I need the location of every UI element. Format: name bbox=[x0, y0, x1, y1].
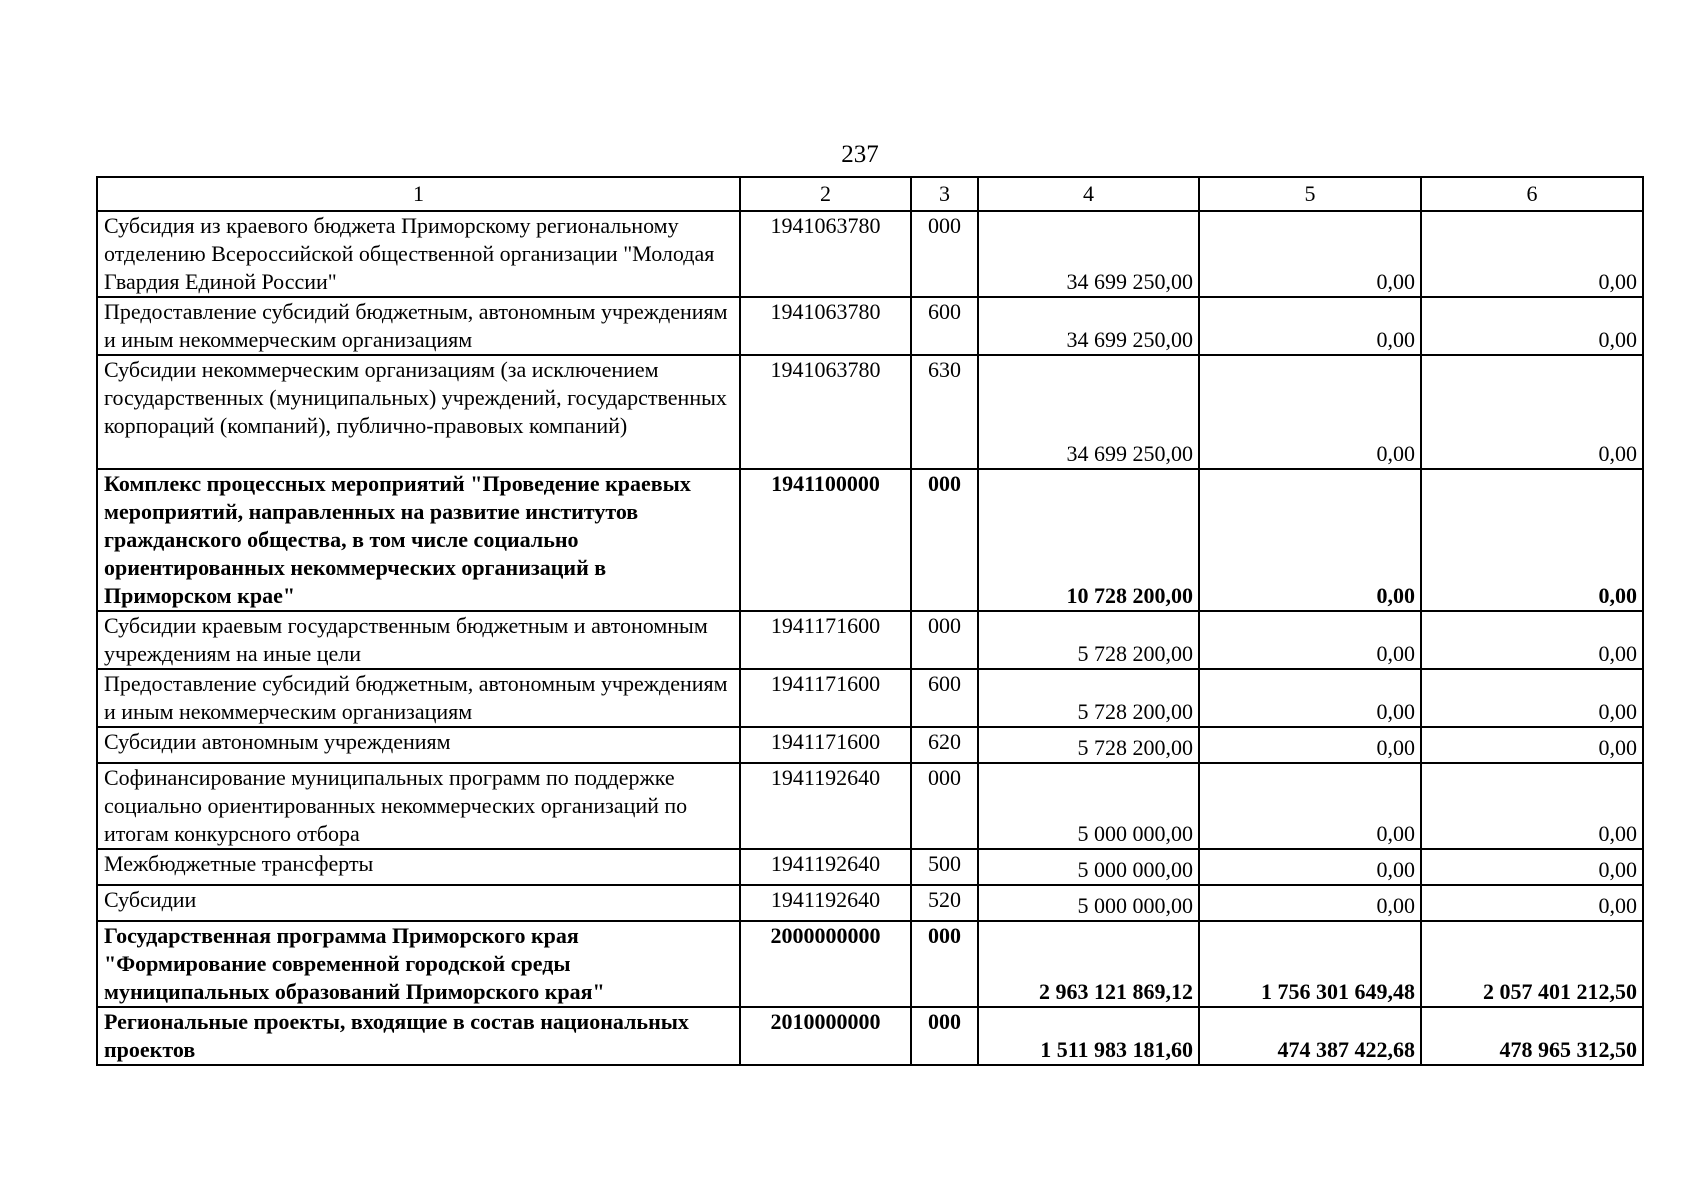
table-row bbox=[97, 727, 1643, 763]
row-type-code: 630 bbox=[911, 355, 978, 469]
row-amount-col5: 0,00 bbox=[1199, 763, 1421, 849]
table-row bbox=[97, 1007, 1643, 1065]
row-amount-col4: 5 000 000,00 bbox=[978, 885, 1199, 921]
table-row bbox=[97, 849, 1643, 885]
row-type-code: 500 bbox=[911, 849, 978, 885]
row-name: Комплекс процессных мероприятий "Проведение краевых мероприятий, направленных на развитие институтов гражданского общества, в том числе социально ориентированных некоммерческих организаций в Приморском крае" bbox=[97, 469, 740, 611]
row-amount-col5: 0,00 bbox=[1199, 849, 1421, 885]
row-amount-col6: 0,00 bbox=[1421, 763, 1643, 849]
row-amount-col6: 0,00 bbox=[1421, 211, 1643, 297]
row-name: Субсидии автономным учреждениям bbox=[97, 727, 740, 763]
table-row bbox=[97, 611, 1643, 669]
row-code: 1941171600 bbox=[740, 727, 911, 763]
row-amount-col6: 0,00 bbox=[1421, 669, 1643, 727]
row-amount-col4: 2 963 121 869,12 bbox=[978, 921, 1199, 1007]
row-amount-col4: 34 699 250,00 bbox=[978, 355, 1199, 469]
row-amount-col4: 5 728 200,00 bbox=[978, 611, 1199, 669]
row-amount-col6: 2 057 401 212,50 bbox=[1421, 921, 1643, 1007]
table-row bbox=[97, 211, 1643, 297]
row-amount-col4: 5 728 200,00 bbox=[978, 669, 1199, 727]
column-header: 3 bbox=[911, 177, 978, 211]
budget-table bbox=[96, 176, 1644, 1066]
row-amount-col6: 0,00 bbox=[1421, 469, 1643, 611]
row-name: Субсидии некоммерческим организациям (за исключением государственных (муниципальных) учреждений, государственных корпораций (компаний), публично-правовых компаний) bbox=[97, 355, 740, 469]
row-code: 1941171600 bbox=[740, 611, 911, 669]
row-type-code: 600 bbox=[911, 297, 978, 355]
row-code: 1941192640 bbox=[740, 849, 911, 885]
row-amount-col5: 0,00 bbox=[1199, 355, 1421, 469]
row-name: Предоставление субсидий бюджетным, автономным учреждениям и иным некоммерческим организациям bbox=[97, 669, 740, 727]
row-type-code: 000 bbox=[911, 763, 978, 849]
row-amount-col5: 474 387 422,68 bbox=[1199, 1007, 1421, 1065]
row-name: Субсидии краевым государственным бюджетным и автономным учреждениям на иные цели bbox=[97, 611, 740, 669]
row-amount-col6: 0,00 bbox=[1421, 355, 1643, 469]
row-name: Государственная программа Приморского края "Формирование современной городской среды муниципальных образований Приморского края" bbox=[97, 921, 740, 1007]
row-amount-col5: 0,00 bbox=[1199, 211, 1421, 297]
row-type-code: 520 bbox=[911, 885, 978, 921]
row-code: 1941063780 bbox=[740, 297, 911, 355]
table-row bbox=[97, 297, 1643, 355]
row-amount-col6: 0,00 bbox=[1421, 611, 1643, 669]
row-type-code: 000 bbox=[911, 921, 978, 1007]
row-name: Субсидии bbox=[97, 885, 740, 921]
table-row bbox=[97, 921, 1643, 1007]
table-row bbox=[97, 669, 1643, 727]
row-amount-col5: 0,00 bbox=[1199, 669, 1421, 727]
row-amount-col5: 0,00 bbox=[1199, 469, 1421, 611]
row-code: 1941100000 bbox=[740, 469, 911, 611]
row-name: Субсидия из краевого бюджета Приморскому региональному отделению Всероссийской общественной организации "Молодая Гвардия Единой России" bbox=[97, 211, 740, 297]
row-code: 1941063780 bbox=[740, 355, 911, 469]
row-amount-col5: 0,00 bbox=[1199, 611, 1421, 669]
row-amount-col4: 5 728 200,00 bbox=[978, 727, 1199, 763]
row-code: 1941192640 bbox=[740, 763, 911, 849]
row-type-code: 000 bbox=[911, 1007, 978, 1065]
row-amount-col6: 478 965 312,50 bbox=[1421, 1007, 1643, 1065]
row-code: 1941063780 bbox=[740, 211, 911, 297]
row-type-code: 000 bbox=[911, 469, 978, 611]
row-code: 1941192640 bbox=[740, 885, 911, 921]
row-type-code: 000 bbox=[911, 611, 978, 669]
table-row bbox=[97, 469, 1643, 611]
row-name: Софинансирование муниципальных программ по поддержке социально ориентированных некоммерческих организаций по итогам конкурсного отбора bbox=[97, 763, 740, 849]
row-amount-col5: 0,00 bbox=[1199, 727, 1421, 763]
row-amount-col4: 10 728 200,00 bbox=[978, 469, 1199, 611]
table-row bbox=[97, 763, 1643, 849]
row-amount-col4: 1 511 983 181,60 bbox=[978, 1007, 1199, 1065]
column-header: 5 bbox=[1199, 177, 1421, 211]
row-amount-col5: 0,00 bbox=[1199, 885, 1421, 921]
row-code: 1941171600 bbox=[740, 669, 911, 727]
column-header: 1 bbox=[97, 177, 740, 211]
row-code: 2000000000 bbox=[740, 921, 911, 1007]
row-amount-col4: 5 000 000,00 bbox=[978, 849, 1199, 885]
row-amount-col6: 0,00 bbox=[1421, 727, 1643, 763]
column-header: 2 bbox=[740, 177, 911, 211]
table-row bbox=[97, 885, 1643, 921]
row-amount-col4: 34 699 250,00 bbox=[978, 297, 1199, 355]
row-amount-col4: 34 699 250,00 bbox=[978, 211, 1199, 297]
row-type-code: 000 bbox=[911, 211, 978, 297]
row-amount-col4: 5 000 000,00 bbox=[978, 763, 1199, 849]
row-name: Региональные проекты, входящие в состав национальных проектов bbox=[97, 1007, 740, 1065]
row-name: Предоставление субсидий бюджетным, автономным учреждениям и иным некоммерческим организациям bbox=[97, 297, 740, 355]
row-amount-col6: 0,00 bbox=[1421, 297, 1643, 355]
column-header: 6 bbox=[1421, 177, 1643, 211]
table-row bbox=[97, 355, 1643, 469]
table-header-row bbox=[97, 177, 1643, 211]
row-type-code: 600 bbox=[911, 669, 978, 727]
row-code: 2010000000 bbox=[740, 1007, 911, 1065]
row-name: Межбюджетные трансферты bbox=[97, 849, 740, 885]
page-number: 237 bbox=[841, 141, 879, 168]
row-type-code: 620 bbox=[911, 727, 978, 763]
row-amount-col5: 0,00 bbox=[1199, 297, 1421, 355]
row-amount-col6: 0,00 bbox=[1421, 885, 1643, 921]
row-amount-col5: 1 756 301 649,48 bbox=[1199, 921, 1421, 1007]
column-header: 4 bbox=[978, 177, 1199, 211]
row-amount-col6: 0,00 bbox=[1421, 849, 1643, 885]
